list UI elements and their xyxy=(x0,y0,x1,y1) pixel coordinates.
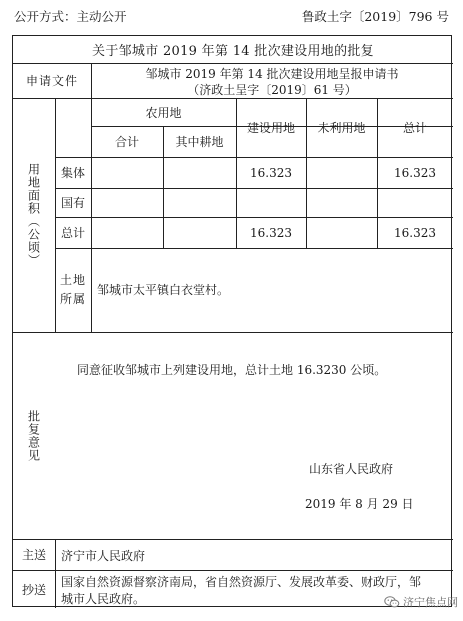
approval-form xyxy=(12,35,452,607)
cc-line-2: 城市人民政府。 xyxy=(61,592,146,606)
main-recipient-value: 济宁市人民政府 xyxy=(61,549,146,563)
disclosure-label: 公开方式：主动公开 xyxy=(14,9,127,24)
location-label: 土地所属 xyxy=(60,273,87,306)
cell-collective-construction: 16.323 xyxy=(250,165,292,180)
application-label: 申请文件 xyxy=(25,74,78,88)
location-value: 邹城市太平镇白衣堂村。 xyxy=(97,283,230,297)
cc-label: 抄送 xyxy=(21,582,46,597)
opinion-label: 批复意见 xyxy=(26,409,41,462)
cc-line-1: 国家自然资源督察济南局，省自然资源厅、发展改革委、财政厅，邹 xyxy=(61,575,422,589)
application-title: 邹城市 2019 年第 14 批次建设用地呈报申请书 xyxy=(145,66,399,81)
cell-collective-basic xyxy=(163,157,236,188)
wechat-icon xyxy=(384,596,400,608)
cell-total-construction: 16.323 xyxy=(250,225,292,240)
opinion-text: 同意征收邹城市上列建设用地，总计土地 16.3230 公顷。 xyxy=(77,363,387,377)
cell-state-total xyxy=(377,188,453,217)
header-farmland: 农用地 xyxy=(145,105,182,120)
cell-state-unused xyxy=(306,188,377,217)
cell-total-subtotal xyxy=(91,217,163,248)
cell-state-construction xyxy=(236,188,306,217)
header-unused-land: 未利用地 xyxy=(317,121,366,135)
cell-collective-unused xyxy=(306,157,377,188)
source-watermark xyxy=(384,594,458,610)
row-label-total: 总计 xyxy=(60,226,85,240)
cell-state-basic xyxy=(163,188,236,217)
watermark-text: 济宁焦点网 xyxy=(403,596,458,609)
document-number: 鲁政土字〔2019〕796 号 xyxy=(301,9,449,24)
cell-total-basic xyxy=(163,217,236,248)
cell-total-unused xyxy=(306,217,377,248)
header-construction-land: 建设用地 xyxy=(246,121,295,135)
cell-collective-subtotal xyxy=(91,157,163,188)
issue-date: 2019 年 8 月 29 日 xyxy=(305,497,414,511)
cell-collective-total: 16.323 xyxy=(394,165,436,180)
row-label-state-owned: 国有 xyxy=(60,196,85,210)
header-total: 总计 xyxy=(402,121,427,135)
application-number: （济政土呈字〔2019〕61 号） xyxy=(187,82,357,97)
area-label: 用地面积（公顷） xyxy=(26,163,41,267)
form-title: 关于邹城市 2019 年第 14 批次建设用地的批复 xyxy=(92,44,374,59)
row-label-collective: 集体 xyxy=(60,166,85,180)
header-basic-farmland: 其中耕地 xyxy=(175,135,224,149)
header-subtotal: 合计 xyxy=(114,135,139,149)
main-recipient-label: 主送 xyxy=(21,548,46,562)
cell-total-total: 16.323 xyxy=(394,225,436,240)
cell-state-subtotal xyxy=(91,188,163,217)
issuer-name: 山东省人民政府 xyxy=(309,462,394,476)
